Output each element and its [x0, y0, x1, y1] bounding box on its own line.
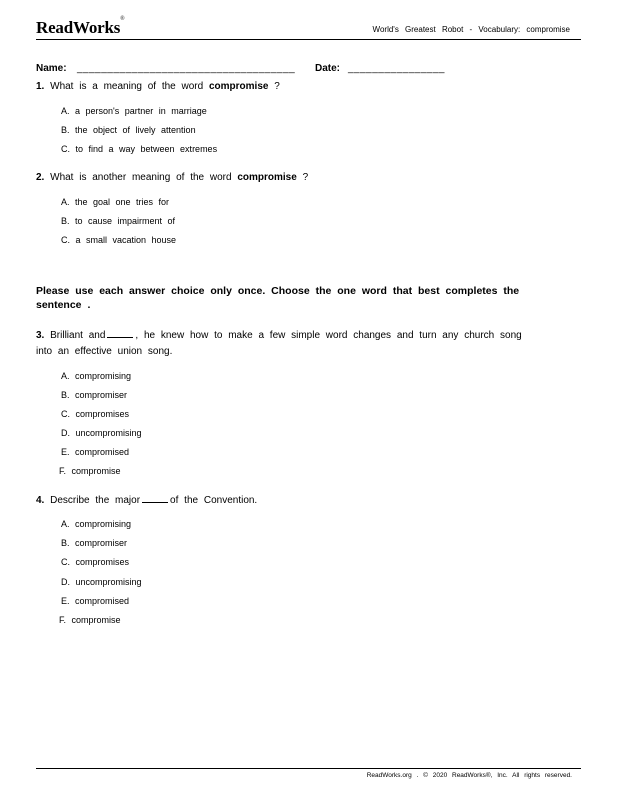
question-text: Describe the major — [50, 495, 141, 506]
question-number: 2. — [36, 172, 45, 183]
date-blank[interactable]: ________________ — [348, 63, 445, 74]
question-number: 3. — [36, 330, 45, 341]
readworks-logo: ReadWorks® — [36, 16, 125, 37]
vocab-word: compromise — [237, 172, 297, 183]
q4-option-d[interactable]: D. uncompromising — [61, 577, 142, 587]
question-text-cont: , he knew how to make a few simple word changes and turn any church song — [135, 330, 522, 341]
q2-option-b[interactable]: B. to cause impairment of — [61, 216, 176, 226]
header-divider — [36, 39, 581, 40]
question-text: Brilliant and — [50, 330, 106, 341]
question-text: What is another meaning of the word — [50, 172, 232, 183]
answer-blank[interactable] — [107, 329, 133, 338]
footer-copyright: ReadWorks.org . © 2020 ReadWorks®, Inc. All rights reserved. — [366, 772, 572, 779]
vocab-word: compromise — [208, 81, 269, 92]
question-number: 4. — [36, 495, 45, 506]
date-label: Date: — [315, 63, 341, 74]
question-2 — [36, 172, 308, 183]
q4-option-c[interactable]: C. compromises — [61, 557, 130, 567]
header-breadcrumb: World's Greatest Robot - Vocabulary: compromise — [372, 25, 570, 34]
q3-option-c[interactable]: C. compromises — [61, 409, 130, 419]
answer-blank[interactable] — [142, 494, 168, 503]
q4-option-e[interactable]: E. compromised — [61, 596, 130, 606]
question-3-line-2: into an effective union song. — [36, 346, 173, 357]
question-1 — [36, 81, 280, 92]
question-4 — [36, 494, 257, 506]
q4-option-b[interactable]: B. compromiser — [61, 538, 128, 548]
q3-option-f[interactable]: F. compromise — [59, 466, 121, 476]
q3-option-a[interactable]: A. compromising — [61, 371, 132, 381]
q3-option-d[interactable]: D. uncompromising — [61, 428, 142, 438]
name-blank[interactable]: ____________________________________ — [77, 63, 296, 74]
question-text: What is a meaning of the word — [50, 81, 204, 92]
footer-divider — [36, 768, 581, 769]
name-label: Name: — [36, 63, 67, 74]
instructions: Please use each answer choice only once. Choose the one word that best completes the sentence . — [36, 285, 520, 311]
question-number: 1. — [36, 81, 45, 92]
q1-option-b[interactable]: B. the object of lively attention — [61, 125, 196, 135]
question-end: ? — [274, 81, 280, 92]
q1-option-c[interactable]: C. to find a way between extremes — [61, 144, 218, 154]
q2-option-a[interactable]: A. the goal one tries for — [61, 197, 170, 207]
q1-option-a[interactable]: A. a person's partner in marriage — [61, 106, 207, 116]
question-text-cont: of the Convention. — [170, 495, 258, 506]
q4-option-f[interactable]: F. compromise — [59, 615, 121, 625]
question-end: ? — [302, 172, 309, 183]
q2-option-c[interactable]: C. a small vacation house — [61, 235, 177, 245]
q3-option-b[interactable]: B. compromiser — [61, 390, 128, 400]
question-3 — [36, 329, 522, 341]
q3-option-e[interactable]: E. compromised — [61, 447, 130, 457]
registered-mark: ® — [120, 16, 125, 22]
q4-option-a[interactable]: A. compromising — [61, 519, 132, 529]
